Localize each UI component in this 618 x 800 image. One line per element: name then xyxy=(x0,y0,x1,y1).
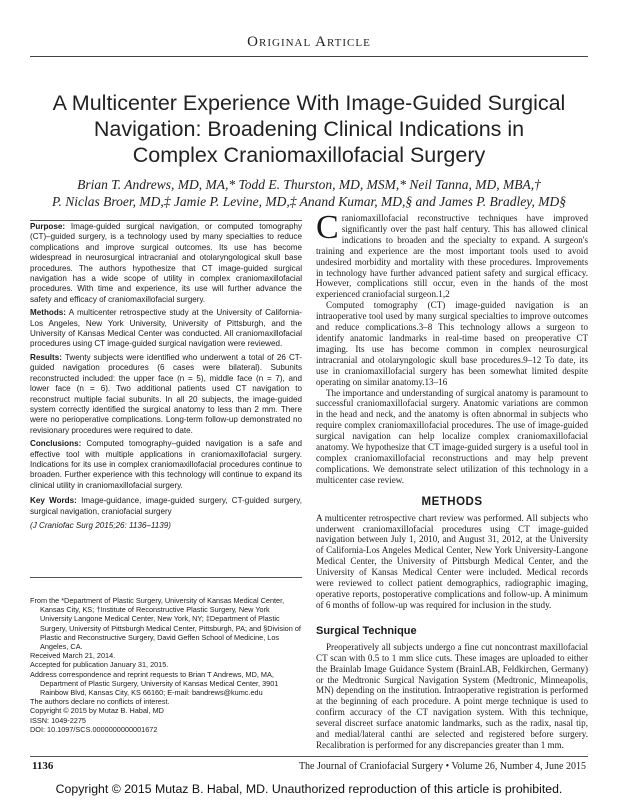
abstract-conclusions-label: Conclusions: xyxy=(30,439,82,449)
citation: (J Craniofac Surg 2015;26: 1136–1139) xyxy=(30,520,171,530)
abstract-conclusions xyxy=(30,439,302,491)
abstract-purpose xyxy=(30,222,302,305)
abstract-top-rule xyxy=(30,220,302,221)
intro-paragraph: The importance and understanding of surgical anatomy is paramount to successful craniomaxillofacial surgery. Anatomic variations are common in the head and neck, and the anatomy is often abnormal in subjects who require complex craniomaxillofacial procedures. The use of image-guided surgical navigation can help localize complex craniomaxillofacial anatomy. We hypothesize that CT image-guided surgery is a useful tool in complex craniomaxillofacial reconstructions and may help prevent complications. We demonstrate select utilization of this technology in a multicenter case review. xyxy=(316,387,588,485)
section-label: Original Article xyxy=(247,34,371,50)
page-number: 1136 xyxy=(32,760,54,772)
journal-info: The Journal of Craniofacial Surgery • Volume 26, Number 4, June 2015 xyxy=(298,761,586,772)
abstract xyxy=(30,222,302,531)
author-line: P. Niclas Broer, MD,‡ Jamie P. Levine, MD,‡ Anand Kumar, MD,§ and James P. Bradley, MD§ xyxy=(51,194,567,209)
footer-rule xyxy=(30,756,588,757)
copyright-notice: Copyright © 2015 Mutaz B. Habal, MD. Unauthorized reproduction of this article is prohibited. xyxy=(55,782,563,796)
abstract-conclusions-text: Computed tomography–guided navigation is a safe and effective tool with multiple applications in craniomaxillofacial surgery. Indications for its use in complex craniomaxillofacial procedures continue to broaden. Further experience with this technology will continue to expand its clinical utility in craniomaxillofacial surgery. xyxy=(30,439,302,490)
body-column xyxy=(316,209,588,751)
abstract-purpose-label: Purpose: xyxy=(30,222,66,231)
abstract-purpose-text: Image-guided surgical navigation, or computed tomography (CT)–guided surgery, is a technology used by many specialties to reduce complications and improve surgical outcomes. Its use has become widespread in neurosurgical intracranial and otolaryngological skull base procedures. The authors hypothesize that CT image-guided surgical navigation has a wide scope of utility in complex craniomaxillofacial procedures. With time and experience, its use will further advance the safety and efficacy of craniomaxillofacial surgery. xyxy=(30,222,302,304)
intro-paragraph: Computed tomography (CT) image-guided navigation is an intraoperative tool used by many surgical specialties to improve outcomes and reduce complications.3–8 This technology allows a surgeon to identify anatomic landmarks in real-time based on preoperative CT imaging. Its use has become common in complex neurosurgical intracranial and otolaryngologic skull base procedures.9–12 To date, its use in craniomaxillofacial surgery has been somewhat limited despite operating on similar anatomy.13–16 xyxy=(316,300,588,387)
footnote-copyright: Copyright © 2015 by Mutaz B. Habal, MD xyxy=(30,706,164,716)
abstract-results-text: Twenty subjects were identified who underwent a total of 26 CT-guided navigation procedures (6 cases were bilateral). Subunits reconstructed included: the upper face (n = 5), middle face (n = 7), and lower face (n = 6). Two additional patients used CT navigation to reconstruct multiple facial subunits. In all 20 subjects, the image-guided system correctly identified the surgical anatomy to less than 2 mm. There were no perioperative complications. Long-term follow-up demonstrated no revisionary procedures were required to date. xyxy=(30,352,302,435)
abstract-results xyxy=(30,353,302,436)
footnote-correspondence: Address correspondence and reprint requests to Brian T Andrews, MD, MA, Department of Plastic Surgery, University of Kansas Medical Center, 3901 Rainbow Blvd, Kansas City, KS 66160; E-mail: bandrews@kumc.edu xyxy=(30,669,279,698)
title-line: Complex Craniomaxillofacial Surgery xyxy=(132,143,486,167)
footnote-doi: DOI: 10.1097/SCS.0000000000001672 xyxy=(30,724,158,734)
abstract-keywords xyxy=(30,496,302,517)
footnotes xyxy=(30,596,302,734)
footnote-affiliations: From the *Department of Plastic Surgery, University of Kansas Medical Center, Kansas City, KS; †Institute of Reconstructive Plastic Surgery, New York University Langone Medical Center, New York, NY; ‡Department of Plastic Surgery, University of Pittsburgh Medical Center, Pittsburgh, PA; and §Division of Plastic and Reconstructive Surgery, David Geffen School of Medicine, Los Angeles, CA. xyxy=(30,596,301,652)
footnote-received: Received March 21, 2014. xyxy=(30,651,116,661)
abstract-methods-label: Methods: xyxy=(30,308,66,318)
abstract-methods xyxy=(30,308,302,350)
footnote-conflicts: The authors declare no conflicts of interest. xyxy=(30,697,170,707)
header-rule xyxy=(30,56,588,57)
title-line: Navigation: Broadening Clinical Indications in xyxy=(93,117,525,141)
footnote-accepted: Accepted for publication January 31, 2015. xyxy=(30,660,169,670)
author-line: Brian T. Andrews, MD, MA,* Todd E. Thurston, MD, MSM,* Neil Tanna, MD, MBA,† xyxy=(77,177,541,192)
drop-cap: C xyxy=(316,209,339,246)
footnote-issn: ISSN: 1049-2275 xyxy=(30,715,86,725)
intro-paragraph xyxy=(316,209,588,300)
abstract-methods-text: A multicenter retrospective study at the University of California-Los Angeles, New York University, University of Pittsburgh, and the University of Kansas Medical Center was conducted. All craniomaxillofacial procedures using CT image-guided surgical navigation were reviewed. xyxy=(30,308,302,349)
intro-paragraph-text: raniomaxillofacial reconstructive techniques have improved significantly over the past half century. This has allowed clinical indications to broaden and the specialty to expand. A surgeon's training and experience are the most important tools used to avoid undesired morbidity and mortality with these procedures. Improvements in technology have further advanced patient safety and surgical efficacy. However, complications still occur, even in the hands of the most experienced craniofacial surgeon.1,2 xyxy=(316,213,588,300)
title-line: A Multicenter Experience With Image-Guided Surgical xyxy=(52,91,566,115)
abstract-results-label: Results: xyxy=(30,352,62,362)
keywords-text: Image-guidance, image-guided surgery, CT-guided surgery, surgical navigation, craniofacial surgery xyxy=(30,496,302,516)
technique-paragraph: Preoperatively all subjects undergo a fine cut noncontrast maxillofacial CT scan with 0.5 to 1 mm slice cuts. These images are uploaded to either the Brainlab Image Guidance System (BrainLAB, Feldkirchen, Germany) or the Medtronic Surgical Navigation System (Medtronic, Minneapolis, MN) depending on the institution. Intraoperative registration is performed at the beginning of each procedure. A point merge technique is used to confirm accuracy of the CT navigation system. With this technique, several discreet surface anatomic landmarks, such as the radix, nasal tip, and medial/lateral canthi are selected and registered before surgery. Recalibration is performed for any discrepancies greater than 1 mm. xyxy=(316,641,588,750)
methods-paragraph: A multicenter retrospective chart review was performed. All subjects who underwent craniomaxillofacial procedures using CT image-guided navigation between July 1, 2010, and August 31, 2012, at the University of California-Los Angeles Medical Center, New York University-Langone Medical Center, the University of Pittsburgh Medical Center, and the University of Kansas Medical Center were included. Medical records were reviewed to collect patient demographics, radiographic imaging, operative reports, postoperative complications and follow-up. A minimum of 6 months of follow-up was required for inclusion in the study. xyxy=(316,512,588,610)
author-list xyxy=(40,176,578,210)
article-title xyxy=(40,90,578,168)
abstract-bottom-rule xyxy=(30,577,302,578)
keywords-label: Key Words: xyxy=(30,496,77,506)
technique-heading: Surgical Technique xyxy=(316,624,417,637)
methods-heading: METHODS xyxy=(421,495,483,508)
